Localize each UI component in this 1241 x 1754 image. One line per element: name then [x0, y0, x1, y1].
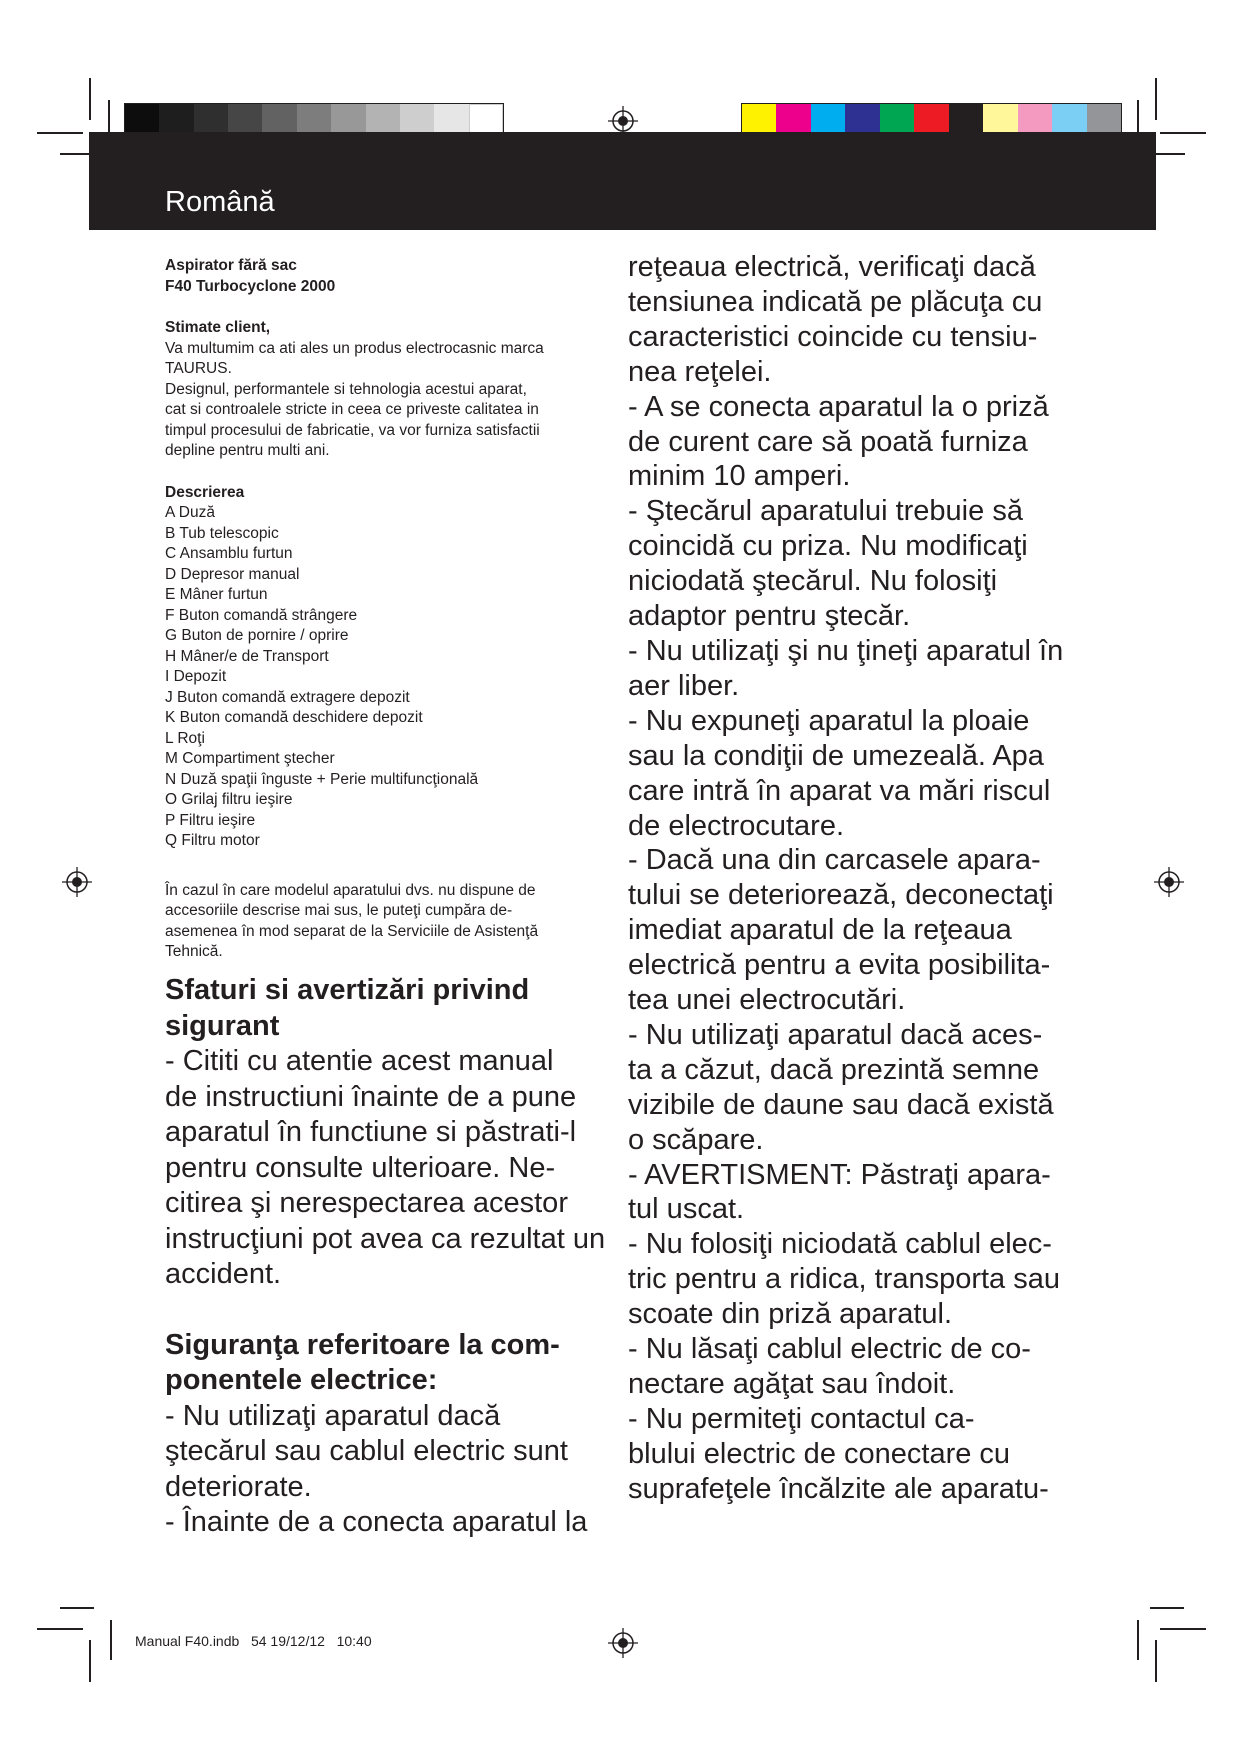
- right-column-line: - Ştecărul aparatului trebuie să: [628, 495, 1023, 528]
- electrical-body-line: - Nu utilizaţi aparatul dacă: [165, 1399, 501, 1432]
- electrical-heading-line: Siguranţa referitoare la com-: [165, 1328, 560, 1361]
- right-column-line: de curent care să poată furniza: [628, 425, 1028, 458]
- safety-body-line: - Cititi cu atentie acest manual: [165, 1045, 554, 1077]
- right-column-line: tric pentru a ridica, transporta sau: [628, 1263, 1060, 1296]
- right-column-line: - Dacă una din carcasele apara-: [628, 844, 1041, 877]
- description-item: F Buton comandă strângere: [165, 606, 358, 624]
- note-line: Tehnică.: [165, 943, 223, 960]
- right-column-line: nectare agăţat sau îndoit.: [628, 1368, 956, 1400]
- description-item: B Tub telescopic: [165, 524, 279, 542]
- right-column-line: sau la condiţii de umezeală. Apa: [628, 739, 1044, 772]
- right-column-line: coincidă cu priza. Nu modificaţi: [628, 530, 1028, 563]
- right-column-line: imediat aparatul de la reţeaua: [628, 914, 1012, 947]
- right-column-line: vizibile de daune sau dacă există: [628, 1088, 1054, 1121]
- right-column-line: nea reţelei.: [628, 355, 772, 388]
- description-item: G Buton de pornire / oprire: [165, 627, 349, 644]
- electrical-body: [165, 1399, 625, 1541]
- right-column-line: reţeaua electrică, verificaţi dacă: [628, 251, 1036, 283]
- intro-line: Designul, performantele si tehnologia acestui aparat,: [165, 380, 527, 398]
- right-column-line: tea unei electrocutări.: [628, 984, 906, 1017]
- safety-heading-line: sigurant: [165, 1009, 280, 1042]
- electrical-heading: [165, 1328, 625, 1399]
- right-column-line: o scăpare.: [628, 1123, 764, 1156]
- intro-line: Va multumim ca ati ales un produs electrocasnic marca: [165, 339, 544, 357]
- right-column-line: niciodată ştecărul. Nu folosiţi: [628, 565, 998, 598]
- safety-body-line: accident.: [165, 1258, 282, 1290]
- language-title: Română: [165, 186, 275, 218]
- description-item: L Roţi: [165, 729, 205, 747]
- right-column-line: - Nu permiteţi contactul ca-: [628, 1402, 975, 1435]
- electrical-body-line: ştecărul sau cablul electric sunt: [165, 1435, 568, 1467]
- intro-line: depline pentru multi ani.: [165, 442, 330, 459]
- right-column-line: - Nu folosiţi niciodată cablul elec-: [628, 1228, 1052, 1261]
- right-column-line: - Nu expuneţi aparatul la ploaie: [628, 704, 1030, 737]
- description-list: [165, 503, 605, 852]
- electrical-heading-line: ponentele electrice:: [165, 1364, 438, 1396]
- right-column-line: ta a căzut, dacă prezintă semne: [628, 1053, 1040, 1086]
- language-header-band: [89, 132, 1156, 230]
- intro-line: timpul procesului de fabricatie, va vor furniza satisfactii: [165, 421, 540, 439]
- note-line: asemenea în mod separat de la Serviciile de Asistenţă: [165, 922, 539, 940]
- description-item: O Grilaj filtru ieşire: [165, 791, 293, 808]
- registration-mark-right: [1154, 867, 1184, 897]
- right-column-line: - Nu utilizaţi aparatul dacă aces-: [628, 1018, 1043, 1051]
- note-line: În cazul în care modelul aparatului dvs. nu dispune de: [165, 881, 536, 899]
- electrical-body-line: - Înainte de a conecta aparatul la: [165, 1506, 588, 1538]
- right-column-line: care intră în aparat va mări riscul: [628, 774, 1051, 807]
- product-model: F40 Turbocyclone 2000: [165, 277, 336, 295]
- right-column-line: - AVERTISMENT: Păstraţi apara-: [628, 1158, 1051, 1191]
- description-item: I Depozit: [165, 668, 227, 685]
- right-column-line: scoate din priză aparatul.: [628, 1298, 953, 1331]
- right-column-line: de electrocutare.: [628, 809, 845, 842]
- product-name: Aspirator fără sac: [165, 257, 297, 274]
- description-item: D Depresor manual: [165, 565, 300, 583]
- description-note: [165, 881, 605, 963]
- right-column-text: [628, 250, 1068, 1507]
- description-item: N Duză spaţii înguste + Perie multifuncţională: [165, 770, 479, 788]
- right-column-line: blului electric de conectare cu: [628, 1437, 1011, 1470]
- electrical-body-line: deteriorate.: [165, 1470, 312, 1503]
- right-column-line: tului se deteriorează, deconectaţi: [628, 879, 1054, 912]
- description-item: K Buton comandă deschidere depozit: [165, 709, 423, 726]
- intro-section: [165, 256, 605, 963]
- right-column-line: - A se conecta aparatul la o priză: [628, 390, 1049, 423]
- safety-body: [165, 1044, 625, 1293]
- right-column-line: tul uscat.: [628, 1193, 745, 1226]
- intro-line: TAURUS.: [165, 360, 232, 377]
- registration-mark-bottom: [608, 1628, 638, 1658]
- safety-body-line: aparatul în functiune si păstrati-l: [165, 1116, 577, 1148]
- description-item: C Ansamblu furtun: [165, 545, 293, 562]
- safety-heading: [165, 973, 625, 1044]
- right-column-line: tensiunea indicată pe plăcuţa cu: [628, 285, 1043, 318]
- description-item: J Buton comandă extragere depozit: [165, 688, 410, 706]
- intro-line: cat si controalele stricte in ceea ce priveste calitatea in: [165, 401, 539, 418]
- description-item: H Mâner/e de Transport: [165, 647, 329, 665]
- safety-heading-line: Sfaturi si avertizări privind: [165, 974, 530, 1006]
- registration-mark-left: [62, 867, 92, 897]
- right-column-line: caracteristici coincide cu tensiu-: [628, 320, 1038, 353]
- safety-section: [165, 973, 625, 1541]
- right-column-line: suprafeţele încălzite ale aparatu-: [628, 1472, 1049, 1505]
- safety-body-line: de instructiuni înainte de a pune: [165, 1080, 577, 1113]
- right-column-line: minim 10 amperi.: [628, 460, 851, 493]
- right-column-line: adaptor pentru ştecăr.: [628, 600, 911, 633]
- description-item: M Compartiment ştecher: [165, 750, 335, 767]
- description-item: E Mâner furtun: [165, 586, 268, 603]
- safety-body-line: instrucţiuni pot avea ca rezultat un: [165, 1222, 606, 1255]
- file-slug: Manual F40.indb 54 19/12/12 10:40: [135, 1633, 372, 1649]
- right-column-line: electrică pentru a evita posibilita-: [628, 949, 1051, 982]
- right-column-line: - Nu utilizaţi şi nu ţineţi aparatul în: [628, 634, 1064, 667]
- safety-body-line: pentru consulte ulterioare. Ne-: [165, 1151, 556, 1184]
- safety-body-line: citirea şi nerespectarea acestor: [165, 1187, 568, 1219]
- greeting: Stimate client,: [165, 319, 271, 336]
- right-column-line: aer liber.: [628, 669, 740, 702]
- right-column-line: - Nu lăsaţi cablul electric de co-: [628, 1333, 1031, 1366]
- description-item: P Filtru ieşire: [165, 811, 256, 829]
- description-title: Descrierea: [165, 483, 245, 501]
- description-item: Q Filtru motor: [165, 832, 260, 849]
- description-item: A Duză: [165, 504, 215, 521]
- note-line: accesoriile descrise mai sus, le puteţi cumpăra de-: [165, 902, 513, 919]
